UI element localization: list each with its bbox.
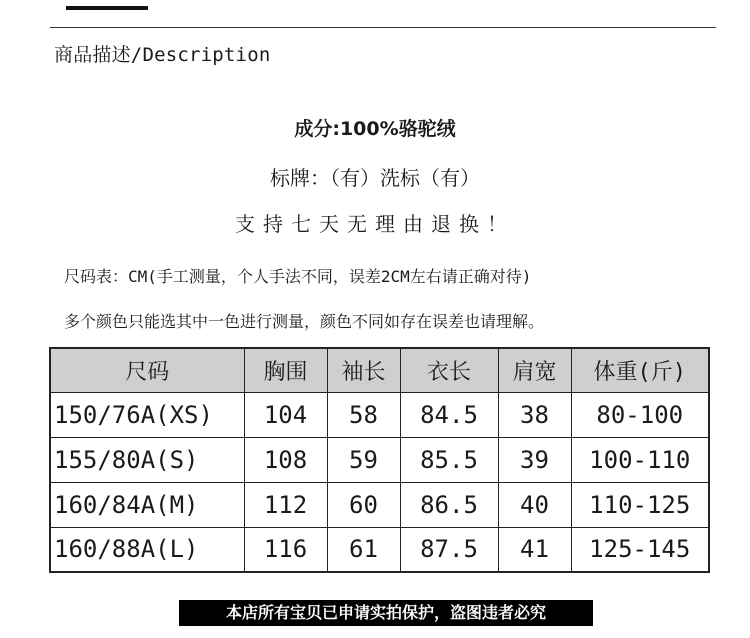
table-cell: 116 bbox=[244, 527, 327, 572]
table-cell: 85.5 bbox=[400, 437, 498, 482]
table-cell: 160/84A(M) bbox=[50, 482, 244, 527]
table-cell: 100-110 bbox=[571, 437, 709, 482]
column-header-chest: 胸围 bbox=[244, 348, 327, 392]
copyright-banner: 本店所有宝贝已申请实拍保护，盗图违者必究 bbox=[179, 600, 593, 626]
column-header-sleeve: 袖长 bbox=[327, 348, 400, 392]
table-cell: 108 bbox=[244, 437, 327, 482]
table-cell: 110-125 bbox=[571, 482, 709, 527]
color-note: 多个颜色只能选其中一色进行测量，颜色不同如存在误差也请理解。 bbox=[64, 312, 545, 331]
table-row bbox=[50, 392, 709, 437]
table-cell: 39 bbox=[498, 437, 571, 482]
table-cell: 41 bbox=[498, 527, 571, 572]
table-cell: 160/88A(L) bbox=[50, 527, 244, 572]
table-cell: 86.5 bbox=[400, 482, 498, 527]
table-header-row bbox=[50, 348, 709, 392]
table-cell: 38 bbox=[498, 392, 571, 437]
table-cell: 59 bbox=[327, 437, 400, 482]
measurement-note: 尺码表：CM(手工测量，个人手法不同，误差2CM左右请正确对待) bbox=[64, 267, 532, 286]
table-cell: 61 bbox=[327, 527, 400, 572]
table-cell: 104 bbox=[244, 392, 327, 437]
table-cell: 87.5 bbox=[400, 527, 498, 572]
table-cell: 150/76A(XS) bbox=[50, 392, 244, 437]
column-header-shoulder: 肩宽 bbox=[498, 348, 571, 392]
table-cell: 112 bbox=[244, 482, 327, 527]
table-cell: 125-145 bbox=[571, 527, 709, 572]
header-accent-bar bbox=[66, 6, 148, 10]
table-row bbox=[50, 482, 709, 527]
size-table bbox=[49, 347, 710, 573]
table-cell: 155/80A(S) bbox=[50, 437, 244, 482]
labels-text: 标牌：（有）洗标（有） bbox=[270, 166, 480, 190]
table-row bbox=[50, 527, 709, 572]
table-cell: 60 bbox=[327, 482, 400, 527]
return-policy-text: 支持七天无理由退换！ bbox=[235, 212, 515, 236]
column-header-length: 衣长 bbox=[400, 348, 498, 392]
composition-text: 成分:100%骆驼绒 bbox=[294, 118, 456, 140]
table-cell: 84.5 bbox=[400, 392, 498, 437]
column-header-size: 尺码 bbox=[50, 348, 244, 392]
column-header-weight: 体重(斤) bbox=[571, 348, 709, 392]
table-cell: 80-100 bbox=[571, 392, 709, 437]
table-cell: 58 bbox=[327, 392, 400, 437]
table-cell: 40 bbox=[498, 482, 571, 527]
header-divider bbox=[50, 27, 716, 28]
table-row bbox=[50, 437, 709, 482]
section-heading: 商品描述/Description bbox=[54, 44, 271, 66]
